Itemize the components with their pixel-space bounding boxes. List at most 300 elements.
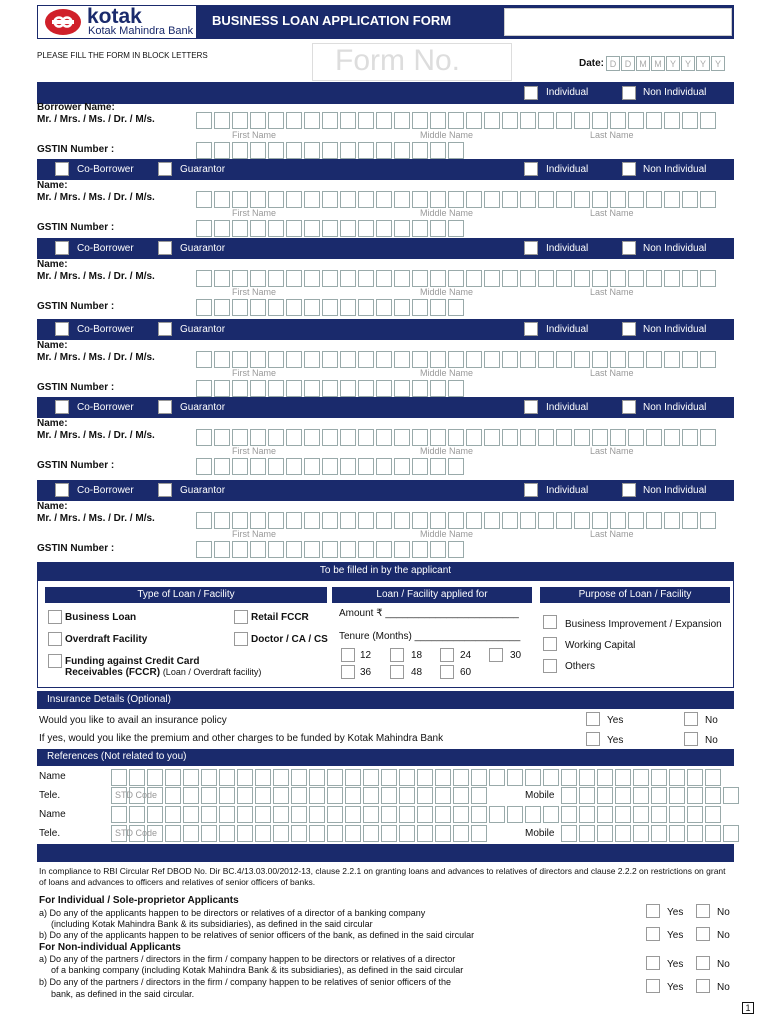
char-box[interactable] (556, 512, 572, 529)
coapp-4-name-boxes[interactable] (196, 429, 716, 446)
char-box[interactable] (327, 806, 343, 823)
coapp-1-individual-checkbox[interactable] (524, 162, 538, 176)
char-box[interactable] (327, 769, 343, 786)
char-box[interactable] (286, 191, 302, 208)
char-box[interactable] (268, 142, 284, 159)
char-box[interactable] (489, 769, 505, 786)
char-box[interactable] (304, 380, 320, 397)
char-box[interactable] (214, 541, 230, 558)
char-box[interactable] (561, 787, 577, 804)
char-box[interactable] (579, 825, 595, 842)
char-box[interactable] (430, 299, 446, 316)
char-box[interactable] (561, 769, 577, 786)
char-box[interactable] (687, 769, 703, 786)
borrower-gstin-boxes[interactable] (196, 142, 464, 159)
char-box[interactable] (538, 351, 554, 368)
purpose-others-checkbox[interactable] (543, 659, 557, 673)
char-box[interactable] (669, 825, 685, 842)
char-box[interactable] (183, 806, 199, 823)
ref1-mobile-boxes[interactable] (561, 787, 739, 804)
char-box[interactable] (484, 351, 500, 368)
char-box[interactable] (250, 458, 266, 475)
char-box[interactable] (574, 270, 590, 287)
char-box[interactable] (448, 191, 464, 208)
char-box[interactable] (664, 351, 680, 368)
char-box[interactable] (273, 769, 289, 786)
char-box[interactable] (448, 380, 464, 397)
char-box[interactable] (304, 142, 320, 159)
char-box[interactable] (165, 769, 181, 786)
char-box[interactable] (705, 825, 721, 842)
char-box[interactable] (304, 191, 320, 208)
char-box[interactable] (340, 429, 356, 446)
char-box[interactable] (291, 787, 307, 804)
char-box[interactable] (412, 191, 428, 208)
char-box[interactable] (358, 112, 374, 129)
char-box[interactable] (412, 112, 428, 129)
coapp-3-individual-checkbox[interactable] (524, 322, 538, 336)
char-box[interactable] (394, 191, 410, 208)
char-box[interactable] (291, 806, 307, 823)
char-box[interactable] (214, 270, 230, 287)
char-box[interactable] (196, 351, 212, 368)
coapp-3-gstin-boxes[interactable] (196, 380, 464, 397)
char-box[interactable] (430, 541, 446, 558)
char-box[interactable] (165, 825, 181, 842)
char-box[interactable] (502, 512, 518, 529)
coapp-5-coborrower-checkbox[interactable] (55, 483, 69, 497)
ref2-name-boxes[interactable] (111, 806, 721, 823)
char-box[interactable] (430, 191, 446, 208)
char-box[interactable] (556, 112, 572, 129)
insurance-q2-yes-checkbox[interactable] (586, 732, 600, 746)
char-box[interactable] (376, 512, 392, 529)
char-box[interactable] (417, 825, 433, 842)
char-box[interactable] (664, 112, 680, 129)
char-box[interactable] (417, 806, 433, 823)
char-box[interactable] (268, 512, 284, 529)
char-box[interactable] (237, 787, 253, 804)
char-box[interactable] (286, 351, 302, 368)
char-box[interactable] (214, 220, 230, 237)
purpose-business-checkbox[interactable] (543, 615, 557, 629)
char-box[interactable] (232, 429, 248, 446)
char-box[interactable] (705, 787, 721, 804)
char-box[interactable] (484, 270, 500, 287)
doctor-ca-cs-checkbox[interactable] (234, 632, 248, 646)
char-box[interactable] (417, 787, 433, 804)
char-box[interactable] (376, 458, 392, 475)
char-box[interactable] (592, 512, 608, 529)
char-box[interactable] (448, 270, 464, 287)
char-box[interactable] (232, 299, 248, 316)
char-box[interactable] (129, 806, 145, 823)
char-box[interactable] (538, 429, 554, 446)
char-box[interactable] (520, 351, 536, 368)
char-box[interactable] (322, 270, 338, 287)
char-box[interactable] (201, 806, 217, 823)
char-box[interactable] (381, 825, 397, 842)
char-box[interactable] (232, 142, 248, 159)
char-box[interactable] (502, 351, 518, 368)
char-box[interactable] (466, 429, 482, 446)
char-box[interactable] (484, 512, 500, 529)
char-box[interactable] (376, 380, 392, 397)
char-box[interactable] (502, 112, 518, 129)
non-a-yes-checkbox[interactable] (646, 956, 660, 970)
ind-a-yes-checkbox[interactable] (646, 904, 660, 918)
date-char-box[interactable]: D (621, 56, 635, 71)
char-box[interactable] (214, 512, 230, 529)
char-box[interactable] (646, 112, 662, 129)
char-box[interactable] (214, 142, 230, 159)
date-char-box[interactable]: D (606, 56, 620, 71)
char-box[interactable] (358, 429, 374, 446)
char-box[interactable] (471, 769, 487, 786)
char-box[interactable] (376, 112, 392, 129)
char-box[interactable] (507, 769, 523, 786)
char-box[interactable] (628, 512, 644, 529)
char-box[interactable] (520, 270, 536, 287)
char-box[interactable] (214, 458, 230, 475)
char-box[interactable] (381, 806, 397, 823)
ref2-tele-boxes[interactable] (111, 825, 487, 842)
date-char-box[interactable]: Y (711, 56, 725, 71)
char-box[interactable] (538, 112, 554, 129)
char-box[interactable] (394, 299, 410, 316)
char-box[interactable] (358, 541, 374, 558)
char-box[interactable] (183, 769, 199, 786)
char-box[interactable] (250, 541, 266, 558)
char-box[interactable] (628, 112, 644, 129)
ind-b-yes-checkbox[interactable] (646, 927, 660, 941)
char-box[interactable] (201, 825, 217, 842)
char-box[interactable] (664, 191, 680, 208)
char-box[interactable] (682, 112, 698, 129)
form-no-box[interactable] (504, 8, 732, 36)
char-box[interactable] (340, 220, 356, 237)
char-box[interactable] (376, 429, 392, 446)
char-box[interactable] (286, 541, 302, 558)
char-box[interactable] (610, 429, 626, 446)
char-box[interactable] (579, 769, 595, 786)
coapp-2-coborrower-checkbox[interactable] (55, 241, 69, 255)
char-box[interactable] (250, 142, 266, 159)
char-box[interactable] (705, 769, 721, 786)
char-box[interactable] (412, 142, 428, 159)
char-box[interactable] (214, 112, 230, 129)
char-box[interactable] (556, 351, 572, 368)
char-box[interactable] (628, 270, 644, 287)
char-box[interactable] (340, 299, 356, 316)
char-box[interactable] (430, 458, 446, 475)
char-box[interactable] (345, 825, 361, 842)
char-box[interactable] (448, 458, 464, 475)
retail-fccr-checkbox[interactable] (234, 610, 248, 624)
char-box[interactable] (322, 220, 338, 237)
char-box[interactable] (525, 769, 541, 786)
char-box[interactable] (268, 112, 284, 129)
char-box[interactable] (358, 142, 374, 159)
char-box[interactable] (376, 191, 392, 208)
char-box[interactable] (628, 429, 644, 446)
char-box[interactable] (250, 429, 266, 446)
coapp-4-non-individual-checkbox[interactable] (622, 400, 636, 414)
char-box[interactable] (340, 380, 356, 397)
char-box[interactable] (597, 806, 613, 823)
char-box[interactable] (502, 429, 518, 446)
char-box[interactable] (345, 769, 361, 786)
char-box[interactable] (615, 769, 631, 786)
char-box[interactable] (664, 270, 680, 287)
char-box[interactable] (597, 825, 613, 842)
char-box[interactable] (682, 429, 698, 446)
char-box[interactable] (682, 351, 698, 368)
char-box[interactable] (268, 541, 284, 558)
char-box[interactable] (394, 112, 410, 129)
coapp-4-individual-checkbox[interactable] (524, 400, 538, 414)
char-box[interactable] (183, 825, 199, 842)
char-box[interactable] (322, 112, 338, 129)
tenure-12-checkbox[interactable] (341, 648, 355, 662)
char-box[interactable] (232, 220, 248, 237)
char-box[interactable] (345, 806, 361, 823)
char-box[interactable] (327, 825, 343, 842)
char-box[interactable] (232, 191, 248, 208)
char-box[interactable] (286, 142, 302, 159)
char-box[interactable] (574, 191, 590, 208)
char-box[interactable] (394, 380, 410, 397)
char-box[interactable] (592, 270, 608, 287)
char-box[interactable] (723, 825, 739, 842)
char-box[interactable] (358, 380, 374, 397)
char-box[interactable] (363, 787, 379, 804)
char-box[interactable] (399, 806, 415, 823)
char-box[interactable] (687, 806, 703, 823)
char-box[interactable] (574, 351, 590, 368)
borrower-individual-checkbox[interactable] (524, 86, 538, 100)
char-box[interactable] (651, 825, 667, 842)
char-box[interactable] (111, 806, 127, 823)
coapp-4-gstin-boxes[interactable] (196, 458, 464, 475)
char-box[interactable] (574, 512, 590, 529)
char-box[interactable] (214, 380, 230, 397)
char-box[interactable] (381, 769, 397, 786)
char-box[interactable] (250, 191, 266, 208)
char-box[interactable] (502, 191, 518, 208)
ref1-name-boxes[interactable] (111, 769, 721, 786)
char-box[interactable] (327, 787, 343, 804)
char-box[interactable] (232, 380, 248, 397)
char-box[interactable] (376, 351, 392, 368)
char-box[interactable] (237, 825, 253, 842)
char-box[interactable] (214, 351, 230, 368)
tenure-60-checkbox[interactable] (440, 665, 454, 679)
char-box[interactable] (556, 270, 572, 287)
char-box[interactable] (268, 380, 284, 397)
char-box[interactable] (664, 512, 680, 529)
char-box[interactable] (669, 806, 685, 823)
char-box[interactable] (448, 541, 464, 558)
char-box[interactable] (448, 351, 464, 368)
char-box[interactable] (453, 825, 469, 842)
char-box[interactable] (448, 512, 464, 529)
date-field[interactable] (606, 56, 725, 71)
char-box[interactable] (255, 825, 271, 842)
char-box[interactable] (196, 512, 212, 529)
char-box[interactable] (358, 351, 374, 368)
char-box[interactable] (394, 351, 410, 368)
char-box[interactable] (196, 429, 212, 446)
coapp-1-name-boxes[interactable] (196, 191, 716, 208)
char-box[interactable] (286, 380, 302, 397)
char-box[interactable] (358, 270, 374, 287)
char-box[interactable] (196, 541, 212, 558)
char-box[interactable] (219, 806, 235, 823)
char-box[interactable] (430, 512, 446, 529)
char-box[interactable] (340, 270, 356, 287)
char-box[interactable] (471, 806, 487, 823)
char-box[interactable] (214, 299, 230, 316)
char-box[interactable] (394, 541, 410, 558)
char-box[interactable] (610, 191, 626, 208)
char-box[interactable] (597, 787, 613, 804)
char-box[interactable] (304, 220, 320, 237)
char-box[interactable] (615, 825, 631, 842)
char-box[interactable] (615, 787, 631, 804)
tenure-24-checkbox[interactable] (440, 648, 454, 662)
char-box[interactable] (129, 769, 145, 786)
char-box[interactable] (304, 458, 320, 475)
char-box[interactable] (286, 299, 302, 316)
char-box[interactable] (363, 806, 379, 823)
char-box[interactable] (556, 191, 572, 208)
char-box[interactable] (399, 787, 415, 804)
char-box[interactable] (291, 825, 307, 842)
char-box[interactable] (700, 112, 716, 129)
char-box[interactable] (700, 512, 716, 529)
char-box[interactable] (682, 512, 698, 529)
char-box[interactable] (448, 429, 464, 446)
char-box[interactable] (430, 380, 446, 397)
insurance-q2-no-checkbox[interactable] (684, 732, 698, 746)
char-box[interactable] (322, 458, 338, 475)
char-box[interactable] (268, 429, 284, 446)
char-box[interactable] (399, 769, 415, 786)
coapp-2-non-individual-checkbox[interactable] (622, 241, 636, 255)
char-box[interactable] (322, 512, 338, 529)
char-box[interactable] (615, 806, 631, 823)
char-box[interactable] (592, 112, 608, 129)
char-box[interactable] (196, 191, 212, 208)
char-box[interactable] (646, 429, 662, 446)
coapp-2-name-boxes[interactable] (196, 270, 716, 287)
char-box[interactable] (273, 806, 289, 823)
char-box[interactable] (232, 512, 248, 529)
tenure-48-checkbox[interactable] (390, 665, 404, 679)
char-box[interactable] (219, 825, 235, 842)
char-box[interactable] (304, 351, 320, 368)
char-box[interactable] (304, 112, 320, 129)
char-box[interactable] (435, 825, 451, 842)
char-box[interactable] (376, 220, 392, 237)
char-box[interactable] (322, 380, 338, 397)
char-box[interactable] (448, 299, 464, 316)
char-box[interactable] (340, 512, 356, 529)
char-box[interactable] (453, 806, 469, 823)
coapp-4-guarantor-checkbox[interactable] (158, 400, 172, 414)
char-box[interactable] (358, 458, 374, 475)
char-box[interactable] (165, 787, 181, 804)
char-box[interactable] (646, 191, 662, 208)
date-char-box[interactable]: M (636, 56, 650, 71)
char-box[interactable] (273, 787, 289, 804)
char-box[interactable] (466, 112, 482, 129)
char-box[interactable] (286, 512, 302, 529)
char-box[interactable] (417, 769, 433, 786)
char-box[interactable] (466, 512, 482, 529)
char-box[interactable] (430, 220, 446, 237)
char-box[interactable] (304, 541, 320, 558)
char-box[interactable] (250, 220, 266, 237)
char-box[interactable] (196, 380, 212, 397)
char-box[interactable] (250, 299, 266, 316)
char-box[interactable] (556, 429, 572, 446)
char-box[interactable] (525, 806, 541, 823)
char-box[interactable] (201, 769, 217, 786)
char-box[interactable] (682, 270, 698, 287)
coapp-2-individual-checkbox[interactable] (524, 241, 538, 255)
char-box[interactable] (268, 191, 284, 208)
char-box[interactable] (435, 787, 451, 804)
char-box[interactable] (309, 806, 325, 823)
char-box[interactable] (538, 191, 554, 208)
char-box[interactable] (453, 769, 469, 786)
char-box[interactable] (435, 769, 451, 786)
char-box[interactable] (394, 142, 410, 159)
char-box[interactable] (268, 458, 284, 475)
char-box[interactable] (466, 191, 482, 208)
coapp-5-non-individual-checkbox[interactable] (622, 483, 636, 497)
char-box[interactable] (507, 806, 523, 823)
coapp-3-coborrower-checkbox[interactable] (55, 322, 69, 336)
char-box[interactable] (381, 787, 397, 804)
char-box[interactable] (651, 806, 667, 823)
char-box[interactable] (291, 769, 307, 786)
char-box[interactable] (574, 429, 590, 446)
char-box[interactable] (664, 429, 680, 446)
char-box[interactable] (201, 787, 217, 804)
coapp-2-gstin-boxes[interactable] (196, 299, 464, 316)
non-b-no-checkbox[interactable] (696, 979, 710, 993)
char-box[interactable] (435, 806, 451, 823)
char-box[interactable] (646, 512, 662, 529)
char-box[interactable] (147, 806, 163, 823)
char-box[interactable] (592, 191, 608, 208)
char-box[interactable] (520, 191, 536, 208)
coapp-1-coborrower-checkbox[interactable] (55, 162, 69, 176)
char-box[interactable] (430, 429, 446, 446)
char-box[interactable] (165, 806, 181, 823)
char-box[interactable] (669, 769, 685, 786)
char-box[interactable] (700, 191, 716, 208)
char-box[interactable] (196, 270, 212, 287)
char-box[interactable] (520, 429, 536, 446)
char-box[interactable] (232, 541, 248, 558)
char-box[interactable] (628, 191, 644, 208)
char-box[interactable] (412, 270, 428, 287)
date-char-box[interactable]: Y (681, 56, 695, 71)
